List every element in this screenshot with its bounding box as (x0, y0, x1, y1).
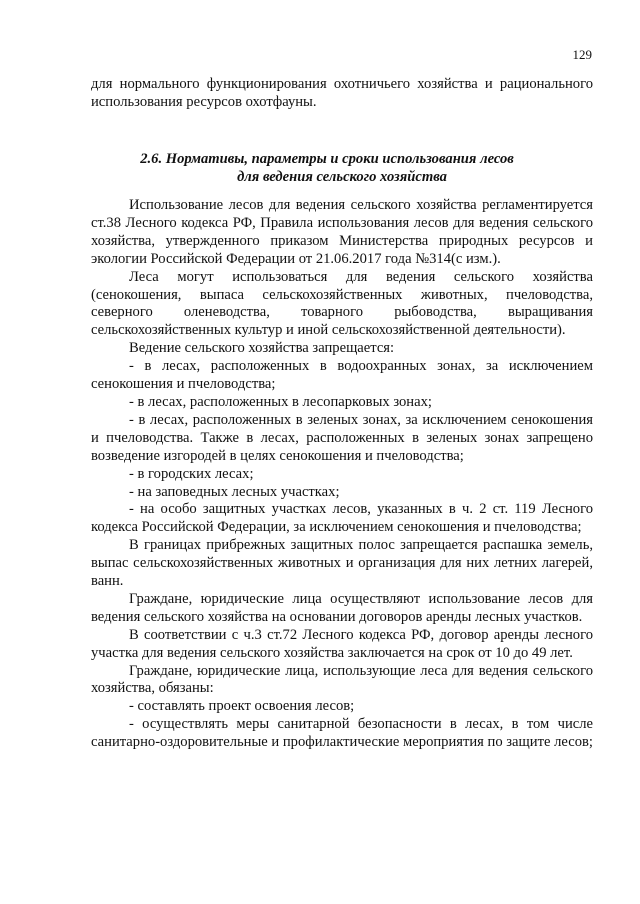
list-item-development-project: - составлять проект освоения лесов; (129, 698, 355, 715)
paragraph-prohibited-intro: Ведение сельского хозяйства запрещается: (129, 340, 395, 357)
section-heading (91, 150, 593, 186)
paragraph-lease-term: В соответствии с ч.3 ст.72 Лесного кодекса РФ, договор аренды лесного участка для ведения сельского хозяйства заключается на срок от 10 до 49 лет. (91, 626, 593, 661)
list-item-protected-plots: - на особо защитных участках лесов, указанных в ч. 2 ст. 119 Лесного кодекса Российской Федерации, за исключением сенокошения и пчеловодства; (91, 501, 593, 536)
section-heading-line2: для ведения сельского хозяйства (237, 169, 447, 185)
intro-text: для нормального функционирования охотничьего хозяйства и рационального использования ресурсов охотфауны. (91, 76, 593, 110)
page-number: 129 (572, 47, 592, 62)
section-body (91, 197, 593, 752)
paragraph-regulation: Использование лесов для ведения сельского хозяйства регламентируется ст.38 Лесного кодекса РФ, Правила использования лесов для ведения сельского хозяйства, утвержденного приказом Министерства природных ресурсов и экологии Российской Федерации от 21.06.2017 года №314(с изм.). (91, 197, 593, 267)
paragraph-obligations-intro: Граждане, юридические лица, использующие леса для ведения сельского хозяйства, обязаны: (91, 662, 593, 697)
intro-paragraph (91, 76, 593, 112)
list-item-sanitary-measures: - осуществлять меры санитарной безопасности в лесах, в том числе санитарно-оздоровительные и профилактические мероприятия по защите лесов; (91, 716, 593, 751)
list-item-urban-forests: - в городских лесах; (129, 465, 254, 482)
list-item-forest-park-zones: - в лесах, расположенных в лесопарковых зонах; (129, 393, 432, 410)
paragraph-coastal-strips: В границах прибрежных защитных полос запрещается распашка земель, выпас сельскохозяйственных животных и организация для них летних лагерей, ванн. (91, 537, 593, 590)
paragraph-allowed-uses: Леса могут использоваться для ведения сельского хозяйства (сенокошения, выпаса сельскохозяйственных животных, пчеловодства, северного оленеводства, товарного рыбоводства, выращивания сельскохозяйственных культур и иной сельскохозяйственной деятельности). (91, 268, 593, 339)
section-heading-line1: 2.6. Нормативы, параметры и сроки использования лесов (140, 151, 514, 167)
paragraph-lease-basis: Граждане, юридические лица осуществляют использование лесов для ведения сельского хозяйства на основании договоров аренды лесных участков. (91, 590, 593, 625)
list-item-water-zones: - в лесах, расположенных в водоохранных зонах, за исключением сенокошения и пчеловодства; (91, 358, 593, 393)
list-item-reserved-plots: - на заповедных лесных участках; (129, 483, 340, 500)
list-item-green-zones: - в лесах, расположенных в зеленых зонах, за исключением сенокошения и пчеловодства. Также в лесах, расположенных в зеленых зонах запрещено возведение изгородей в целях сенокошения и пчеловодства; (91, 411, 593, 464)
